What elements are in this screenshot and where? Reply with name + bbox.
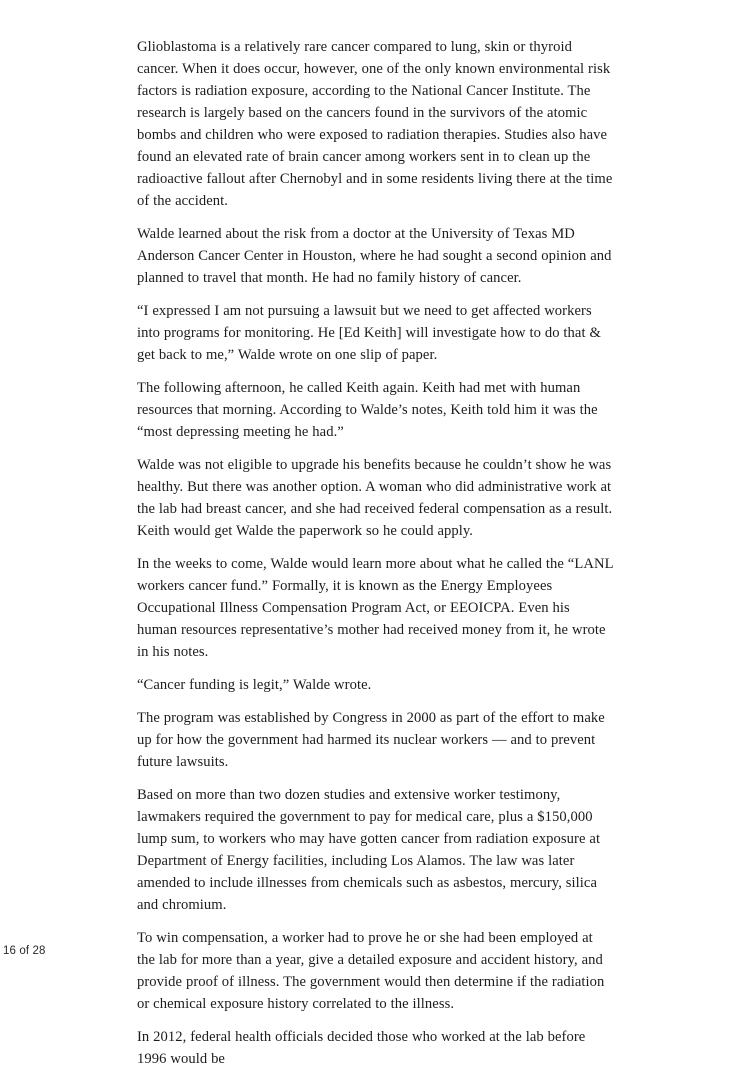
paragraph: In the weeks to come, Walde would learn more about what he called the “LANL workers cancer fund.” Formally, it is known as the Energy Employees Occupational Illness Compensation Program Act, or EEOICPA. Even his human resources representative’s mother had received money from it, he wrote in his notes. xyxy=(137,556,614,660)
article-body xyxy=(137,36,613,1070)
paragraph: To win compensation, a worker had to prove he or she had been employed at the lab for more than a year, give a detailed exposure and accident history, and provide proof of illness. The government would then determine if the radiation or chemical exposure history correlated to the illness. xyxy=(137,930,605,1012)
paragraph: “Cancer funding is legit,” Walde wrote. xyxy=(137,677,372,693)
page-indicator: 16 of 28 xyxy=(3,945,46,957)
paragraph: In 2012, federal health officials decided those who worked at the lab before 1996 would be xyxy=(137,1029,586,1067)
paragraph: “I expressed I am not pursuing a lawsuit but we need to get affected workers into programs for monitoring. He [Ed Keith] will investigate how to do that & get back to me,” Walde wrote on one slip of paper. xyxy=(137,303,601,363)
paragraph: Walde learned about the risk from a doctor at the University of Texas MD Anderson Cancer Center in Houston, where he had sought a second opinion and planned to travel that month. He had no family history of cancer. xyxy=(137,226,612,286)
paragraph: The program was established by Congress in 2000 as part of the effort to make up for how the government had harmed its nuclear workers — and to prevent future lawsuits. xyxy=(137,710,605,770)
paragraph: Glioblastoma is a relatively rare cancer compared to lung, skin or thyroid cancer. When it does occur, however, one of the only known environmental risk factors is radiation exposure, according to the National Cancer Institute. The research is largely based on the cancers found in the survivors of the atomic bombs and children who were exposed to radiation therapies. Studies also have found an elevated rate of brain cancer among workers sent in to clean up the radioactive fallout after Chernobyl and in some residents living there at the time of the accident. xyxy=(137,39,613,209)
paragraph: Based on more than two dozen studies and extensive worker testimony, lawmakers required the government to pay for medical care, plus a $150,000 lump sum, to workers who may have gotten cancer from radiation exposure at Department of Energy facilities, including Los Alamos. The law was later amended to include illnesses from chemicals such as asbestos, mercury, silica and chromium. xyxy=(137,787,601,913)
paragraph: The following afternoon, he called Keith again. Keith had met with human resources that morning. According to Walde’s notes, Keith told him it was the “most depressing meeting he had.” xyxy=(137,380,598,440)
paragraph: Walde was not eligible to upgrade his benefits because he couldn’t show he was healthy. But there was another option. A woman who did administrative work at the lab had breast cancer, and she had received federal compensation as a result. Keith would get Walde the paperwork so he could apply. xyxy=(137,457,613,539)
